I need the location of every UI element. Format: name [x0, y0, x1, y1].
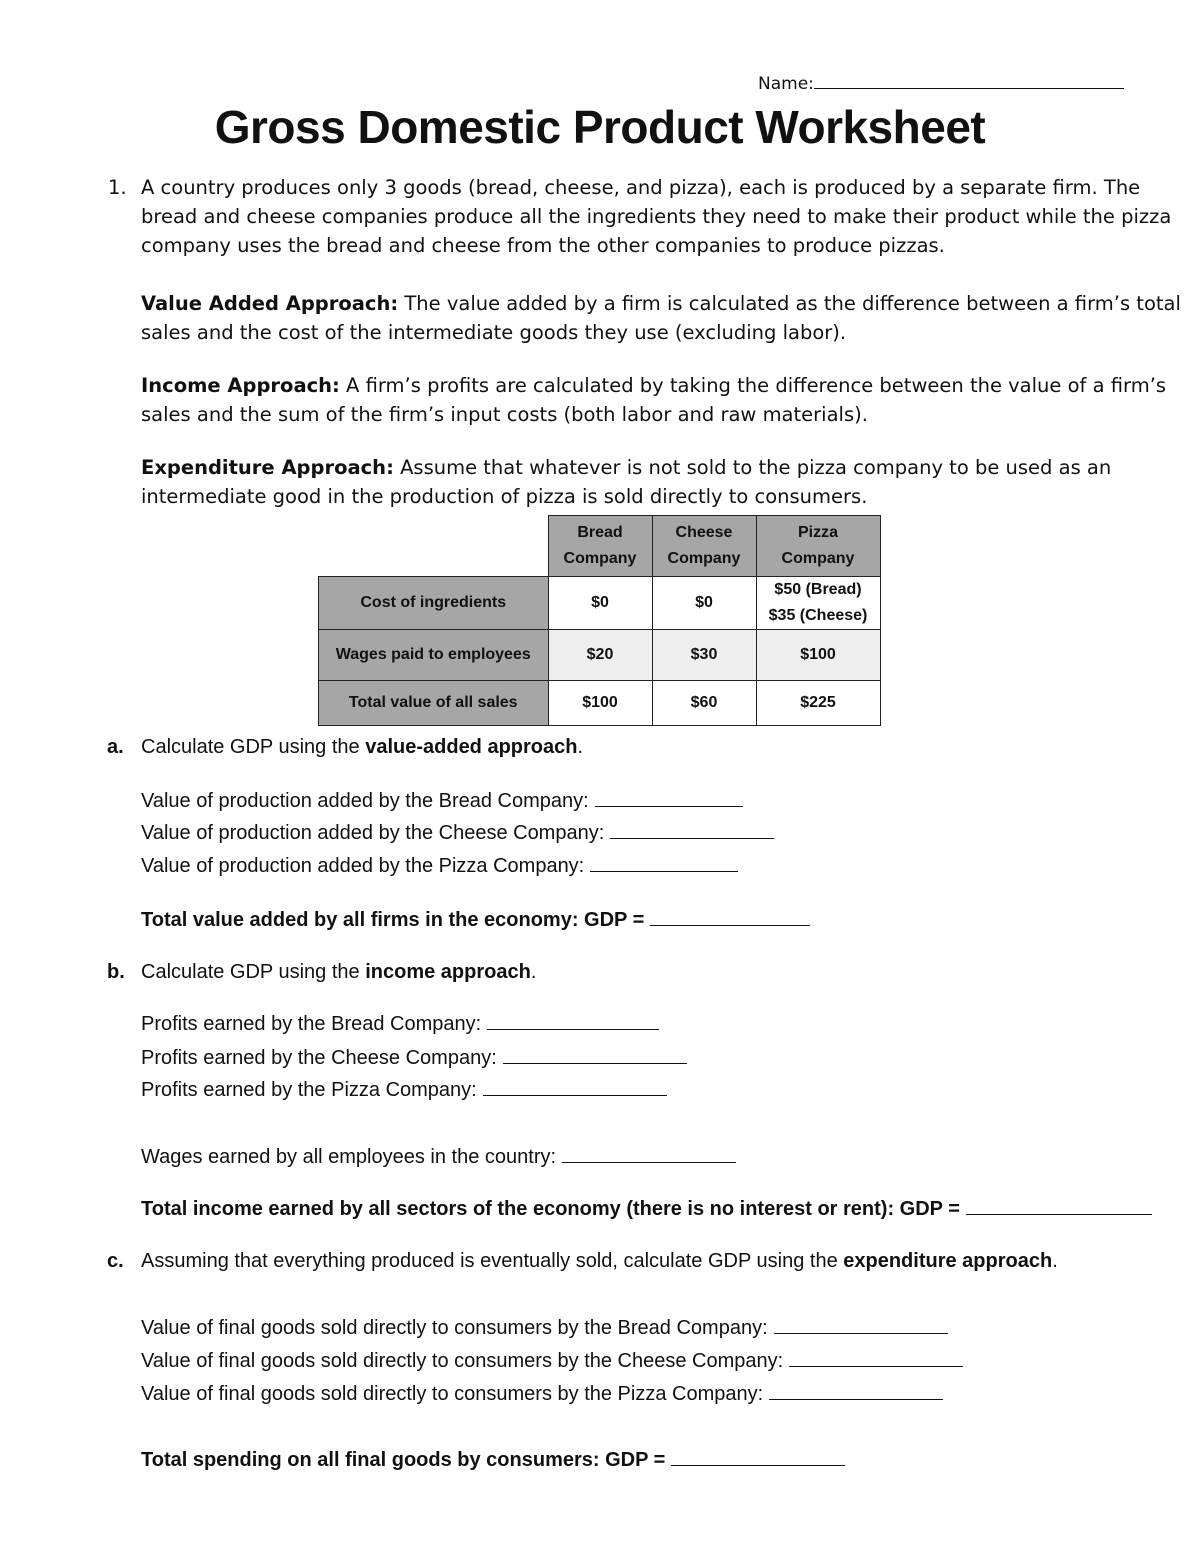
- table-row: [319, 630, 881, 681]
- answer-label: Total value added by all firms in the economy: GDP =: [141, 909, 645, 931]
- cell-line: $50 (Bread): [774, 581, 862, 598]
- column-header-cheese: [652, 516, 756, 577]
- table-cell: $100: [756, 630, 880, 681]
- company-data-table: [318, 515, 881, 726]
- answer-line-total-wages[interactable]: [141, 1146, 736, 1169]
- table-cell: $0: [652, 577, 756, 630]
- table-cell: $30: [652, 630, 756, 681]
- column-header-line: Company: [667, 550, 741, 567]
- answer-blank[interactable]: [595, 790, 743, 807]
- answer-blank[interactable]: [590, 855, 738, 872]
- answer-line-cheese-value-added[interactable]: [141, 822, 774, 845]
- expenditure-definition: [141, 453, 1186, 511]
- answer-label: Total income earned by all sectors of the economy (there is no interest or rent): GDP =: [141, 1198, 960, 1220]
- answer-blank[interactable]: [789, 1350, 963, 1367]
- prompt-text: Assuming that everything produced is eventually sold, calculate GDP using the: [141, 1250, 844, 1272]
- answer-blank[interactable]: [503, 1047, 687, 1064]
- name-label: Name:: [758, 74, 814, 94]
- prompt-bold: expenditure approach: [843, 1250, 1053, 1272]
- part-a-letter: a.: [107, 736, 124, 758]
- column-header-pizza: [756, 516, 880, 577]
- answer-label: Total spending on all final goods by consumers: GDP =: [141, 1449, 666, 1471]
- answer-blank[interactable]: [671, 1449, 845, 1466]
- answer-label: Value of production added by the Cheese Company:: [141, 822, 605, 844]
- cell-line: $35 (Cheese): [768, 607, 868, 624]
- answer-line-pizza-final-goods[interactable]: [141, 1383, 943, 1406]
- expenditure-label: Expenditure Approach:: [141, 456, 394, 479]
- answer-label: Profits earned by the Cheese Company:: [141, 1047, 497, 1069]
- prompt-text: Calculate GDP using the: [141, 961, 366, 983]
- answer-blank[interactable]: [610, 822, 774, 839]
- prompt-bold: value-added approach: [365, 736, 578, 758]
- answer-line-pizza-value-added[interactable]: [141, 855, 738, 878]
- answer-label: Value of final goods sold directly to consumers by the Pizza Company:: [141, 1383, 764, 1405]
- answer-line-cheese-final-goods[interactable]: [141, 1350, 963, 1373]
- page-title: Gross Domestic Product Worksheet: [214, 101, 986, 153]
- table-cell: $0: [548, 577, 652, 630]
- value-added-text: The value added by a firm is calculated as the difference between a firm’s total sales and the cost of the intermediate goods they use (excluding labor).: [141, 292, 1181, 344]
- table-corner-cell: [319, 516, 549, 577]
- answer-line-cheese-profit[interactable]: [141, 1047, 687, 1070]
- income-label: Income Approach:: [141, 374, 340, 397]
- value-added-label: Value Added Approach:: [141, 292, 399, 315]
- table-row: [319, 681, 881, 726]
- answer-label: Profits earned by the Bread Company:: [141, 1013, 482, 1035]
- table-cell: $225: [756, 681, 880, 726]
- answer-blank[interactable]: [483, 1079, 667, 1096]
- row-label: Total value of all sales: [319, 681, 549, 726]
- prompt-end: .: [1052, 1250, 1058, 1272]
- answer-label: Value of production added by the Bread Company:: [141, 790, 589, 812]
- row-label: Cost of ingredients: [319, 577, 549, 630]
- name-field[interactable]: [758, 74, 1124, 94]
- answer-line-bread-profit[interactable]: [141, 1013, 659, 1036]
- answer-line-total-value-added[interactable]: [141, 909, 810, 932]
- answer-label: Profits earned by the Pizza Company:: [141, 1079, 477, 1101]
- answer-line-bread-value-added[interactable]: [141, 790, 743, 813]
- answer-line-pizza-profit[interactable]: [141, 1079, 667, 1102]
- name-blank[interactable]: [814, 74, 1124, 89]
- prompt-end: .: [530, 961, 537, 983]
- table-header-row: [319, 516, 881, 577]
- answer-blank[interactable]: [487, 1013, 659, 1030]
- part-b-prompt: [141, 961, 536, 984]
- prompt-text: Calculate GDP using the: [141, 736, 366, 758]
- answer-blank[interactable]: [769, 1383, 943, 1400]
- answer-label: Value of production added by the Pizza Company:: [141, 855, 585, 877]
- part-a-prompt: [141, 736, 583, 759]
- income-definition: [141, 371, 1186, 429]
- income-text: A firm’s profits are calculated by taking the difference between the value of a firm’s sales and the sum of the firm’s input costs (both labor and raw materials).: [141, 374, 1167, 426]
- answer-label: Value of final goods sold directly to consumers by the Bread Company:: [141, 1317, 768, 1339]
- answer-blank[interactable]: [966, 1198, 1152, 1215]
- answer-label: Value of final goods sold directly to consumers by the Cheese Company:: [141, 1350, 784, 1372]
- prompt-end: .: [577, 736, 584, 758]
- answer-blank[interactable]: [774, 1317, 948, 1334]
- answer-blank[interactable]: [562, 1146, 736, 1163]
- question-number: 1.: [108, 176, 127, 199]
- answer-line-bread-final-goods[interactable]: [141, 1317, 948, 1340]
- answer-line-total-spending[interactable]: [141, 1449, 845, 1472]
- answer-blank[interactable]: [650, 909, 810, 926]
- value-added-definition: [141, 289, 1186, 347]
- column-header-line: Bread: [577, 524, 623, 541]
- table-cell: $60: [652, 681, 756, 726]
- part-c-prompt: [141, 1250, 1058, 1273]
- column-header-line: Pizza: [797, 524, 838, 541]
- column-header-line: Company: [781, 550, 855, 567]
- part-b-letter: b.: [107, 961, 125, 983]
- answer-label: Wages earned by all employees in the country:: [141, 1146, 557, 1168]
- table-cell: [756, 577, 880, 630]
- answer-line-total-income[interactable]: [141, 1198, 1152, 1221]
- expenditure-text: Assume that whatever is not sold to the pizza company to be used as an intermediate good in the production of pizza is sold directly to consumers.: [141, 456, 1112, 508]
- part-c-letter: c.: [107, 1250, 124, 1272]
- prompt-bold: income approach: [365, 961, 531, 983]
- table-row: [319, 577, 881, 630]
- table-cell: $100: [548, 681, 652, 726]
- table-cell: $20: [548, 630, 652, 681]
- column-header-bread: [548, 516, 652, 577]
- row-label: Wages paid to employees: [319, 630, 549, 681]
- column-header-line: Cheese: [675, 524, 733, 541]
- question-intro: A country produces only 3 goods (bread, cheese, and pizza), each is produced by a separate firm. The bread and cheese companies produce all the ingredients they need to make their product while the pizza company uses the bread and cheese from the other companies to produce pizzas.: [141, 176, 1172, 257]
- column-header-line: Company: [563, 550, 637, 567]
